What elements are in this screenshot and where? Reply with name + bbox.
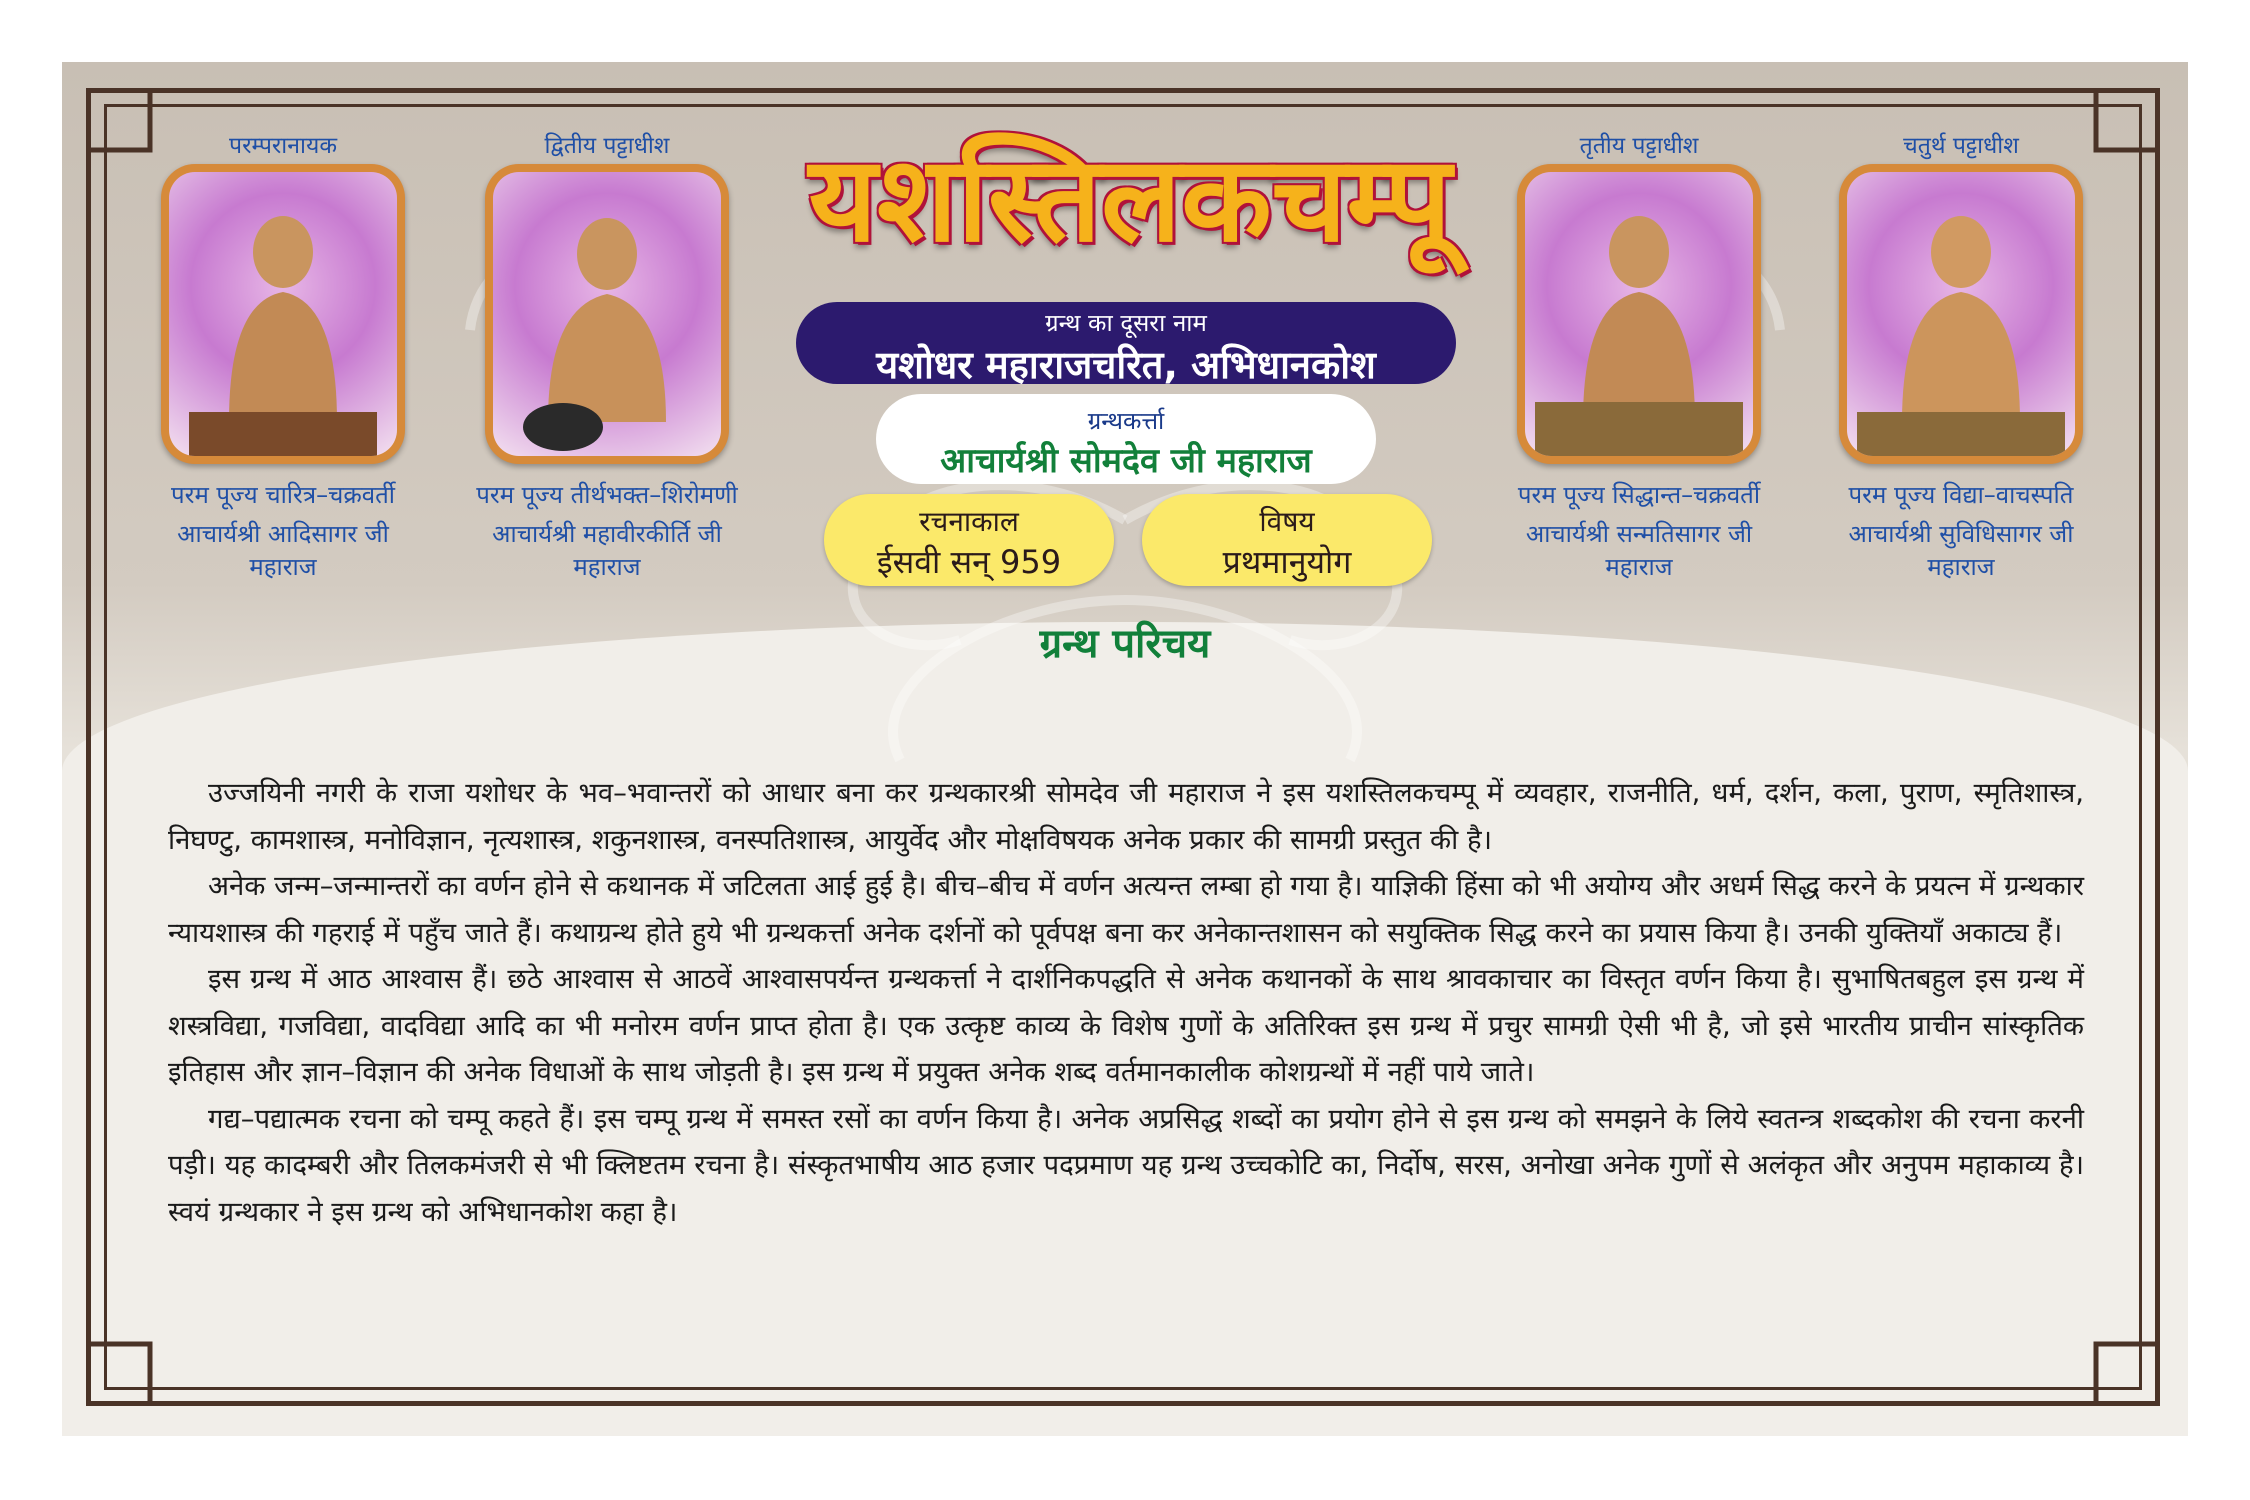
- composition-period-label: रचनाकाल: [919, 505, 1019, 538]
- portrait-name: आचार्यश्री आदिसागर जी महाराज: [177, 520, 389, 581]
- monk-portrait-image: [1525, 172, 1753, 456]
- portrait-name: आचार्यश्री सन्मतिसागर जी महाराज: [1525, 520, 1753, 581]
- author-label: ग्रन्थकर्त्ता: [1087, 407, 1165, 435]
- author-banner: [876, 394, 1376, 484]
- portrait-card: [1504, 128, 1774, 583]
- introduction-body: [168, 770, 2084, 1235]
- alternate-name-banner: [796, 302, 1456, 387]
- composition-period-value: ईसवी सन् 959: [876, 543, 1062, 581]
- portrait-frame: [1839, 164, 2083, 464]
- introduction-paragraph: उज्जयिनी नगरी के राजा यशोधर के भव–भवान्तरों को आधार बना कर ग्रन्थकारश्री सोमदेव जी महाराज ने इस यशस्तिलकचम्पू में व्यवहार, राजनीति, धर्म, दर्शन, कला, पुराण, स्मृतिशास्त्र, निघण्टु, कामशास्त्र, मनोविज्ञान, नृत्यशास्त्र, शकुनशास्त्र, वनस्पतिशास्त्र, आयुर्वेद और मोक्षविषयक अनेक प्रकार की सामग्री प्रस्तुत की है।: [168, 777, 2084, 856]
- portrait-rank: द्वितीय पट्टाधीश: [544, 133, 670, 159]
- subject-value: प्रथमानुयोग: [1222, 543, 1352, 581]
- introduction-heading: ग्रन्थ परिचय: [1039, 621, 1211, 667]
- portrait-rank: परम्परानायक: [229, 133, 337, 159]
- introduction-paragraph: अनेक जन्म–जन्मान्तरों का वर्णन होने से कथानक में जटिलता आई हुई है। बीच–बीच में वर्णन अत्यन्त लम्बा हो गया है। याज्ञिकी हिंसा को भी अयोग्य और अधर्म सिद्ध करने के प्रयत्न में ग्रन्थकार न्यायशास्त्र की गहराई में पहुँच जाते हैं। कथाग्रन्थ होते हुये भी ग्रन्थकर्त्ता अनेक दर्शनों को पूर्वपक्ष बना कर अनेकान्तशासन को सयुक्तिक सिद्ध करने का प्रयास किया है। उनकी युक्तियाँ अकाट्य हैं।: [168, 870, 2084, 949]
- introduction-paragraph: गद्य–पद्यात्मक रचना को चम्पू कहते हैं। इस चम्पू ग्रन्थ में समस्त रसों का वर्णन किया है। अनेक अप्रसिद्ध शब्दों का प्रयोग होने से इस ग्रन्थ को समझने के लिये स्वतन्त्र शब्दकोश की रचना करनी पड़ी। यह कादम्बरी और तिलकमंजरी से भी क्लिष्टतम रचना है। संस्कृतभाषीय आठ हजार पदप्रमाण यह ग्रन्थ उच्चकोटि का, निर्दोष, सरस, अनोखा अनेक गुणों से अलंकृत और अनुपम महाकाव्य है। स्वयं ग्रन्थकार ने इस ग्रन्थ को अभिधानकोश कहा है।: [168, 1102, 2084, 1228]
- portrait-epithet: परम पूज्य सिद्धान्त–चक्रवर्ती: [1517, 481, 1761, 509]
- portrait-name: आचार्यश्री सुविधिसागर जी महाराज: [1848, 520, 2074, 581]
- subject-label: विषय: [1259, 505, 1315, 538]
- portrait-frame: [1517, 164, 1761, 464]
- portrait-card: [1826, 128, 2096, 583]
- introduction-paragraph: इस ग्रन्थ में आठ आश्वास हैं। छठे आश्वास से आठवें आश्वासपर्यन्त ग्रन्थकर्त्ता ने दार्शनिकपद्धति से अनेक कथानकों के साथ श्रावकाचार का विस्तृत वर्णन किया है। सुभाषितबहुल इस ग्रन्थ में शस्त्रविद्या, गजविद्या, वादविद्या आदि का भी मनोरम वर्णन प्राप्त होता है। एक उत्कृष्ट काव्य के विशेष गुणों के अतिरिक्त इस ग्रन्थ में प्रचुर सामग्री ऐसी भी है, जो इसे भारतीय प्राचीन सांस्कृतिक इतिहास और ज्ञान–विज्ञान की अनेक विधाओं के साथ जोड़ती है। इस ग्रन्थ में प्रयुक्त अनेक शब्द वर्तमानकालीक कोशग्रन्थों में नहीं पाये जाते।: [168, 963, 2084, 1088]
- portrait-card: [472, 128, 742, 583]
- monk-portrait-image: [1847, 172, 2075, 456]
- portrait-card: [148, 128, 418, 583]
- book-title: यशस्तिलकचम्पू: [808, 129, 1452, 268]
- alternate-name-label: ग्रन्थ का दूसरा नाम: [1045, 309, 1207, 337]
- portrait-frame: [161, 164, 405, 464]
- alternate-name-value: यशोधर महाराजचरित, अभिधानकोश: [876, 343, 1376, 387]
- portrait-rank: तृतीय पट्टाधीश: [1579, 133, 1699, 159]
- portrait-rank: चतुर्थ पट्टाधीश: [1903, 133, 2019, 159]
- portrait-frame: [485, 164, 729, 464]
- portrait-epithet: परम पूज्य चारित्र–चक्रवर्ती: [171, 481, 395, 509]
- portrait-epithet: परम पूज्य तीर्थभक्त–शिरोमणी: [476, 481, 738, 509]
- portrait-epithet: परम पूज्य विद्या–वाचस्पति: [1848, 481, 2074, 509]
- subject-badge: [1142, 494, 1432, 586]
- portrait-name: आचार्यश्री महावीरकीर्ति जी महाराज: [492, 520, 722, 581]
- monk-portrait-image: [169, 172, 397, 456]
- composition-period-badge: [824, 494, 1114, 586]
- author-name: आचार्यश्री सोमदेव जी महाराज: [940, 441, 1312, 481]
- monk-portrait-image: [493, 172, 721, 456]
